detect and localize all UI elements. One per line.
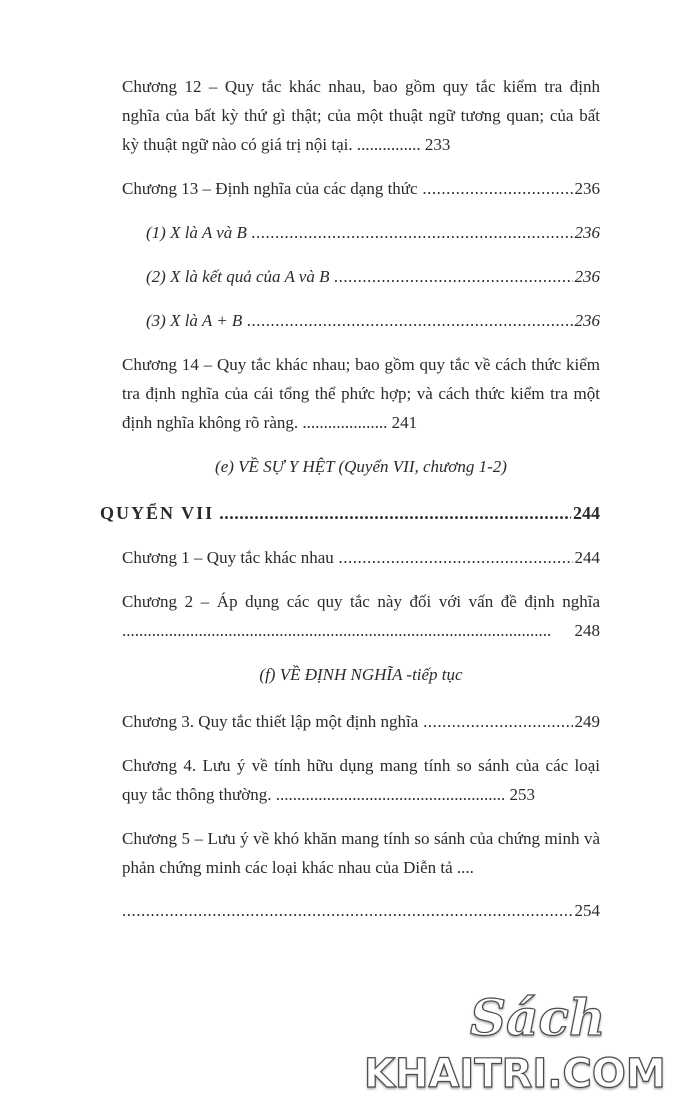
table-of-contents <box>100 72 600 925</box>
toc-entry-book7-chapter-2: Chương 2 – Áp dụng các quy tắc này đối với vấn đề định nghĩa ..................................................................................................... 248 <box>122 592 600 640</box>
toc-entry-chapter-12: Chương 12 – Quy tắc khác nhau, bao gồm quy tắc kiểm tra định nghĩa của bất kỳ thứ gì thật; của một thuật ngữ tương quan; của bất kỳ thuật ngữ nào có giá trị nội tại. ............... 233 <box>122 77 600 154</box>
section-heading-e: (e) VỀ SỰ Y HỆT (Quyển VII, chương 1-2) <box>215 457 507 476</box>
toc-entry-book7-chapter-5 <box>122 824 600 925</box>
toc-page-number: 236 <box>574 267 600 286</box>
toc-page-number: 236 <box>574 223 600 242</box>
toc-page-number: 249 <box>574 712 600 731</box>
toc-page-number: 236 <box>574 179 600 198</box>
watermark-script-text: Sách <box>470 988 606 1047</box>
toc-page-number: 254 <box>574 901 600 920</box>
watermark-brand-text: KHAITRI.COM <box>364 1051 666 1097</box>
toc-page-number: 241 <box>391 413 418 432</box>
toc-page-number: 248 <box>574 621 600 640</box>
toc-page-number: 253 <box>509 785 535 804</box>
toc-page-number: 233 <box>424 135 451 154</box>
toc-entry-chapter-14: Chương 14 – Quy tắc khác nhau; bao gồm quy tắc về cách thức kiểm tra định nghĩa của cái tổng thể phức hợp; và cách thức kiểm tra một định nghĩa không rõ ràng. .................... 241 <box>122 355 600 432</box>
toc-entry-text: Chương 1 – Quy tắc khác nhau ..... <box>122 543 573 572</box>
toc-entry-text: QUYỂN VII ..... <box>100 499 571 528</box>
toc-page-number: 244 <box>573 503 600 523</box>
toc-entry-book7-chapter-4: Chương 4. Lưu ý về tính hữu dụng mang tính so sánh của các loại quy tắc thông thường. ...................................................... 253 <box>122 756 600 804</box>
toc-entry-chapter-13 <box>122 174 600 203</box>
toc-entry-text: Chương 4. Lưu ý về tính hữu dụng mang tính so sánh của các loại quy tắc thông thường. <box>122 756 600 804</box>
toc-entry-text: Chương 3. Quy tắc thiết lập một định nghĩa ..... <box>122 707 573 736</box>
toc-entry-text: (2) X là kết quả của A và B ..... <box>146 262 573 291</box>
toc-entry-text: (3) X là A + B ..... <box>146 306 573 335</box>
toc-entry-text: Chương 13 – Định nghĩa của các dạng thức ..... <box>122 174 573 203</box>
toc-entry-text: Chương 14 – Quy tắc khác nhau; bao gồm quy tắc về cách thức kiểm tra định nghĩa của cái tổng thể phức hợp; và cách thức kiểm tra một định nghĩa không rõ ràng. <box>122 355 600 432</box>
toc-subentry-3 <box>122 306 600 335</box>
section-heading-f: (f) VỀ ĐỊNH NGHĨA -tiếp tục <box>259 665 463 684</box>
toc-entry-text: (1) X là A và B ..... <box>146 218 573 247</box>
toc-subentry-1 <box>122 218 600 247</box>
toc-entry-text: Chương 5 – Lưu ý về khó khăn mang tính so sánh của chứng minh và phản chứng minh các loại khác nhau của Diễn tả .... <box>122 829 600 877</box>
toc-subentry-2 <box>122 262 600 291</box>
toc-entry-book7-chapter-1 <box>122 543 600 572</box>
toc-entry-book7-chapter-3 <box>122 707 600 736</box>
toc-book-7-heading <box>100 499 600 528</box>
toc-entry-text: Chương 2 – Áp dụng các quy tắc này đối với vấn đề định nghĩa <box>122 592 600 611</box>
khaitri-watermark-logo <box>358 979 676 1097</box>
toc-page-number: 236 <box>574 311 600 330</box>
toc-page-number: 244 <box>574 548 600 567</box>
toc-entry-text: Chương 12 – Quy tắc khác nhau, bao gồm quy tắc kiểm tra định nghĩa của bất kỳ thứ gì thật; của một thuật ngữ tương quan; của bất kỳ thuật ngữ nào có giá trị nội tại. <box>122 77 600 154</box>
